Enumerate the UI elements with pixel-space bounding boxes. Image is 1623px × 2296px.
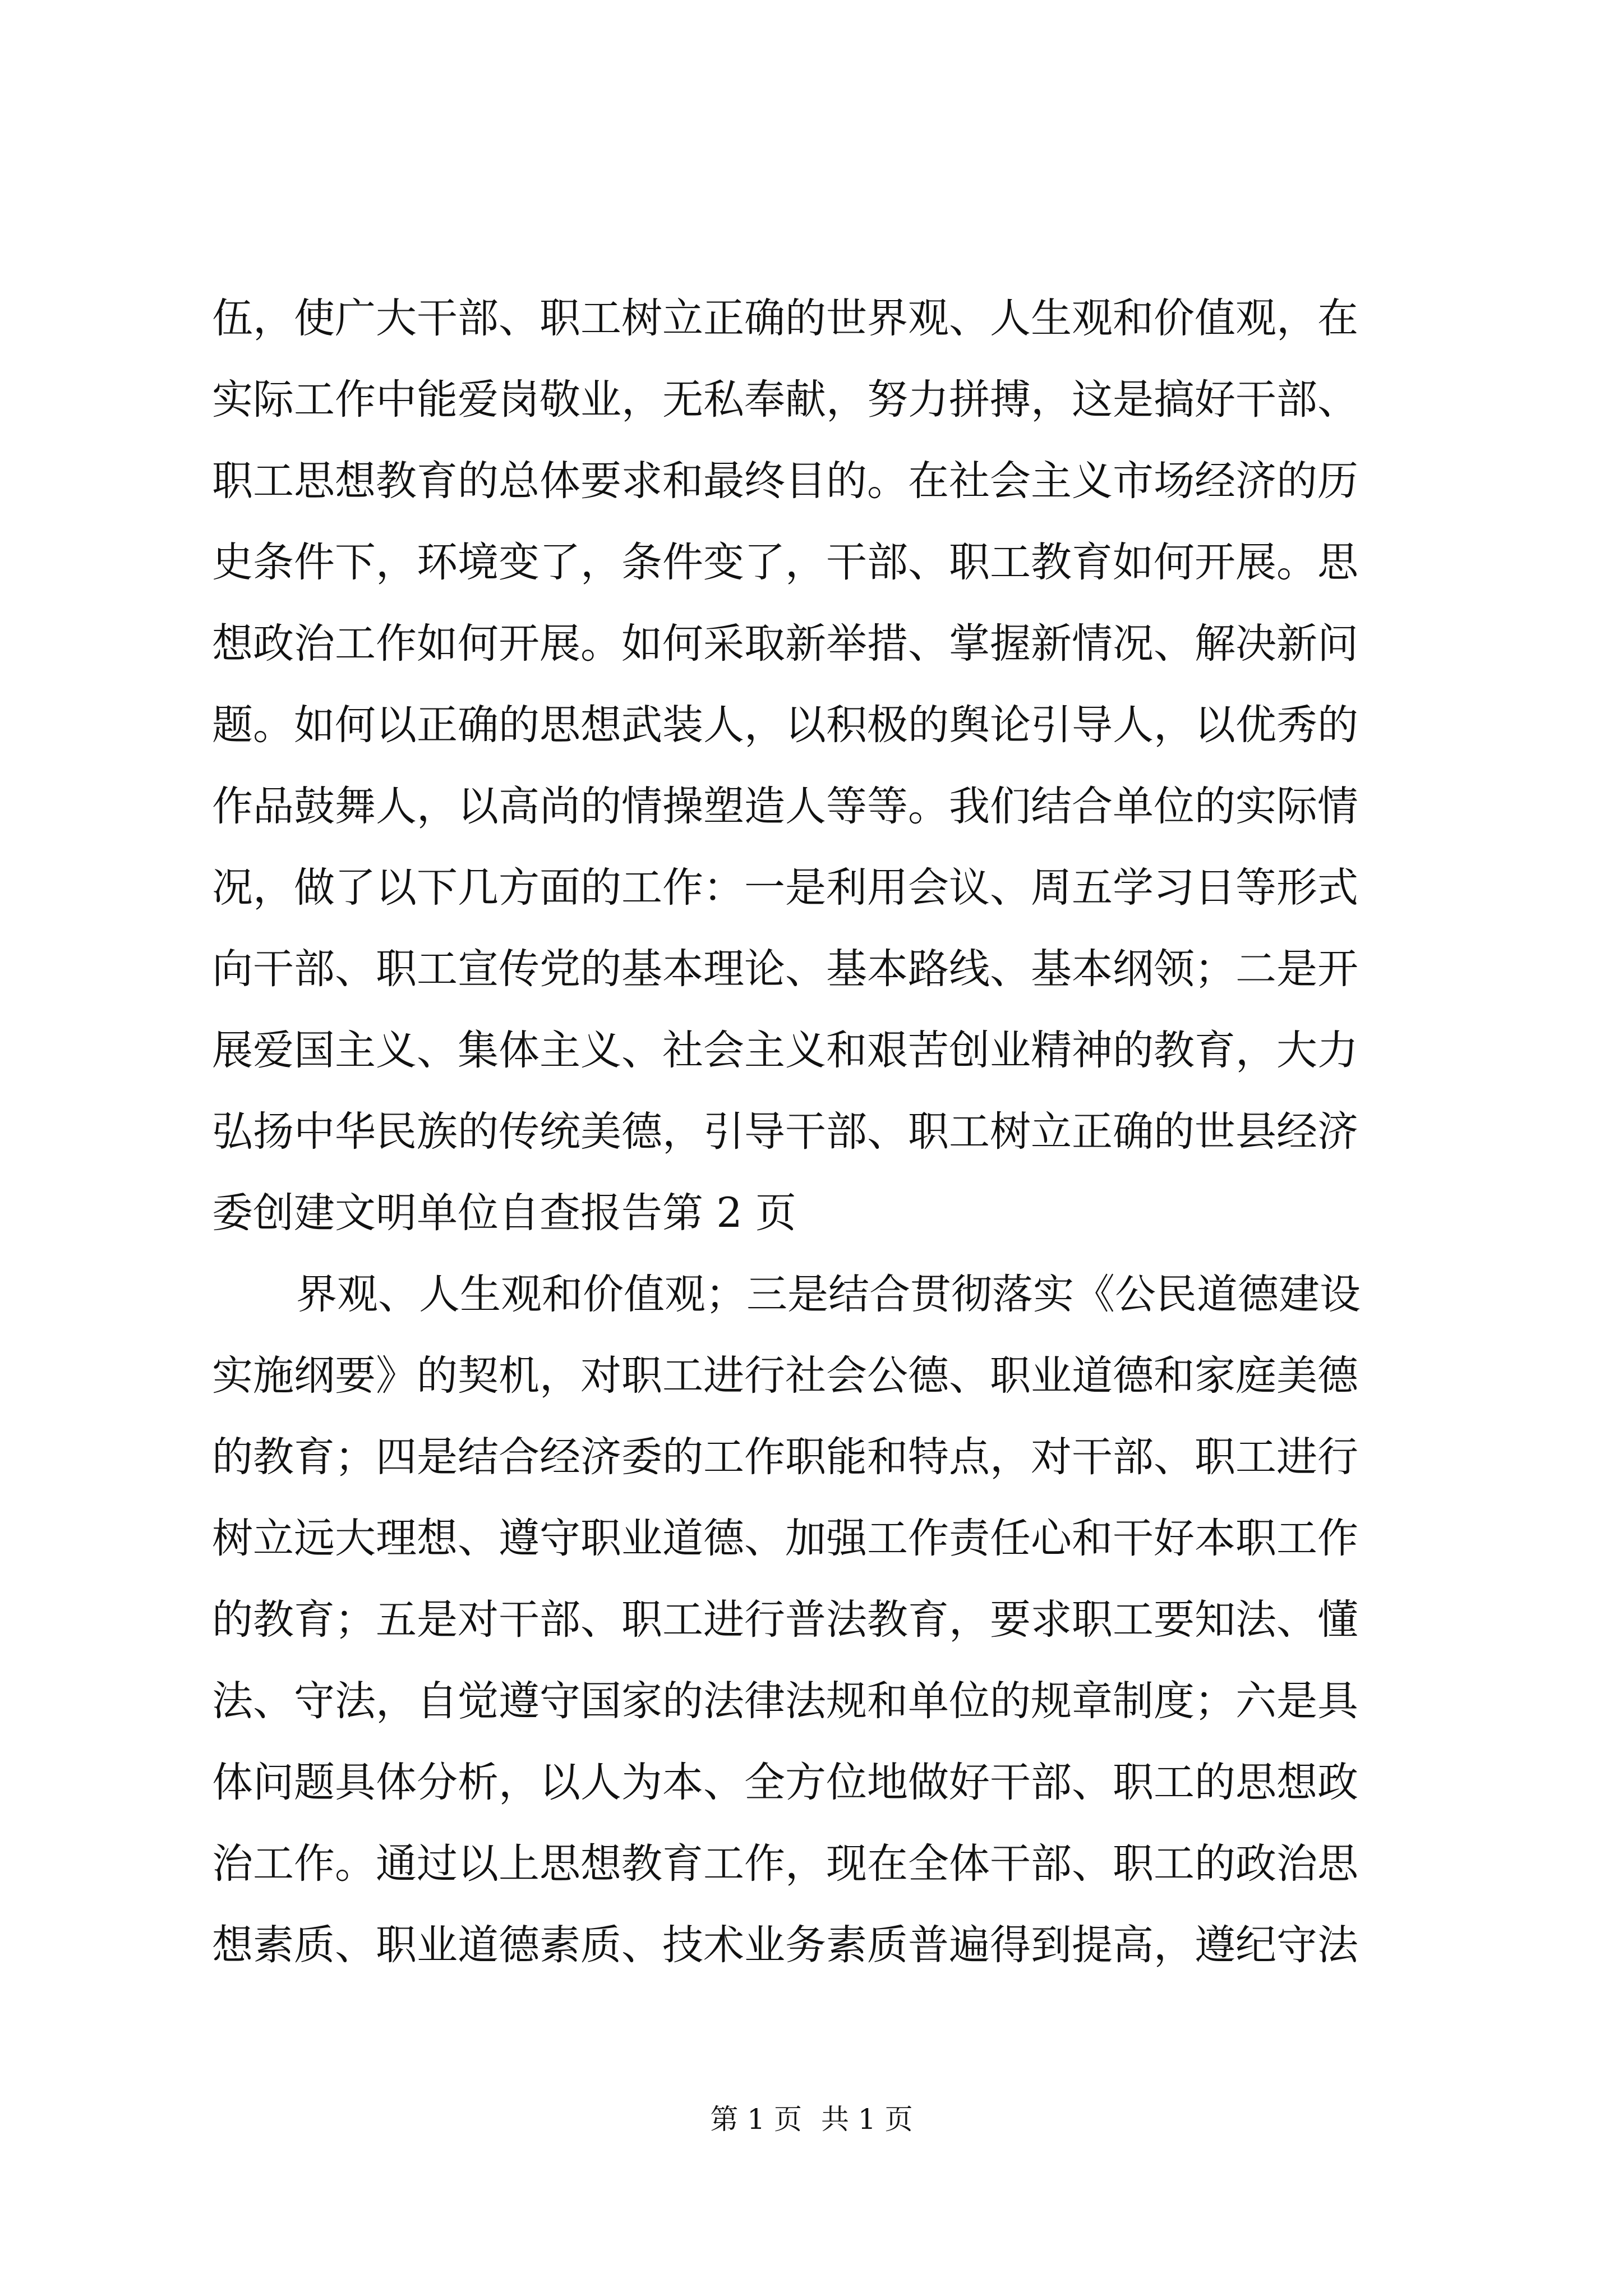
- total-pages-label: 共 1 页: [821, 2103, 913, 2136]
- text-line-04: 史条件下，环境变了，条件变了，干部、职工教育如何开展。思: [212, 539, 1358, 586]
- text-line-12: 委创建文明单位自查报告第 2 页: [212, 1189, 796, 1237]
- text-line-19: 体问题具体分析，以人为本、全方位地做好干部、职工的思想政: [212, 1759, 1358, 1806]
- text-line-21: 想素质、职业道德素质、技术业务素质普遍得到提高，遵纪守法: [212, 1921, 1358, 1969]
- text-line-10: 展爱国主义、集体主义、社会主义和艰苦创业精神的教育，大力: [212, 1027, 1358, 1074]
- text-line-17: 的教育；五是对干部、职工进行普法教育，要求职工要知法、懂: [212, 1596, 1358, 1644]
- text-line-14: 实施纲要》的契机，对职工进行社会公德、职业道德和家庭美德: [212, 1352, 1358, 1400]
- text-line-11: 弘扬中华民族的传统美德，引导干部、职工树立正确的世县经济: [212, 1108, 1358, 1156]
- text-line-06: 题。如何以正确的思想武装人，以积极的舆论引导人，以优秀的: [212, 701, 1358, 749]
- text-line-05: 想政治工作如何开展。如何采取新举措、掌握新情况、解决新问: [212, 620, 1358, 668]
- page-footer: [0, 2097, 1623, 2142]
- text-line-03: 职工思想教育的总体要求和最终目的。在社会主义市场经济的历: [212, 457, 1358, 505]
- text-line-16: 树立远大理想、遵守职业道德、加强工作责任心和干好本职工作: [212, 1515, 1358, 1562]
- text-line-15: 的教育；四是结合经济委的工作职能和特点，对干部、职工进行: [212, 1433, 1358, 1481]
- text-line-02: 实际工作中能爱岗敬业，无私奉献，努力拼搏，这是搞好干部、: [212, 376, 1358, 424]
- text-line-08: 况，做了以下几方面的工作：一是利用会议、周五学习日等形式: [212, 864, 1358, 912]
- text-line-01: 伍，使广大干部、职工树立正确的世界观、人生观和价值观，在: [212, 295, 1358, 342]
- text-line-20: 治工作。通过以上思想教育工作，现在全体干部、职工的政治思: [212, 1840, 1358, 1888]
- text-line-13: 界观、人生观和价值观；三是结合贯彻落实《公民道德建设: [296, 1271, 1361, 1318]
- text-line-07: 作品鼓舞人，以高尚的情操塑造人等等。我们结合单位的实际情: [212, 783, 1358, 830]
- text-line-18: 法、守法，自觉遵守国家的法律法规和单位的规章制度；六是具: [212, 1677, 1358, 1725]
- text-line-09: 向干部、职工宣传党的基本理论、基本路线、基本纲领；二是开: [212, 945, 1358, 993]
- page-number-label: 第 1 页: [710, 2103, 802, 2136]
